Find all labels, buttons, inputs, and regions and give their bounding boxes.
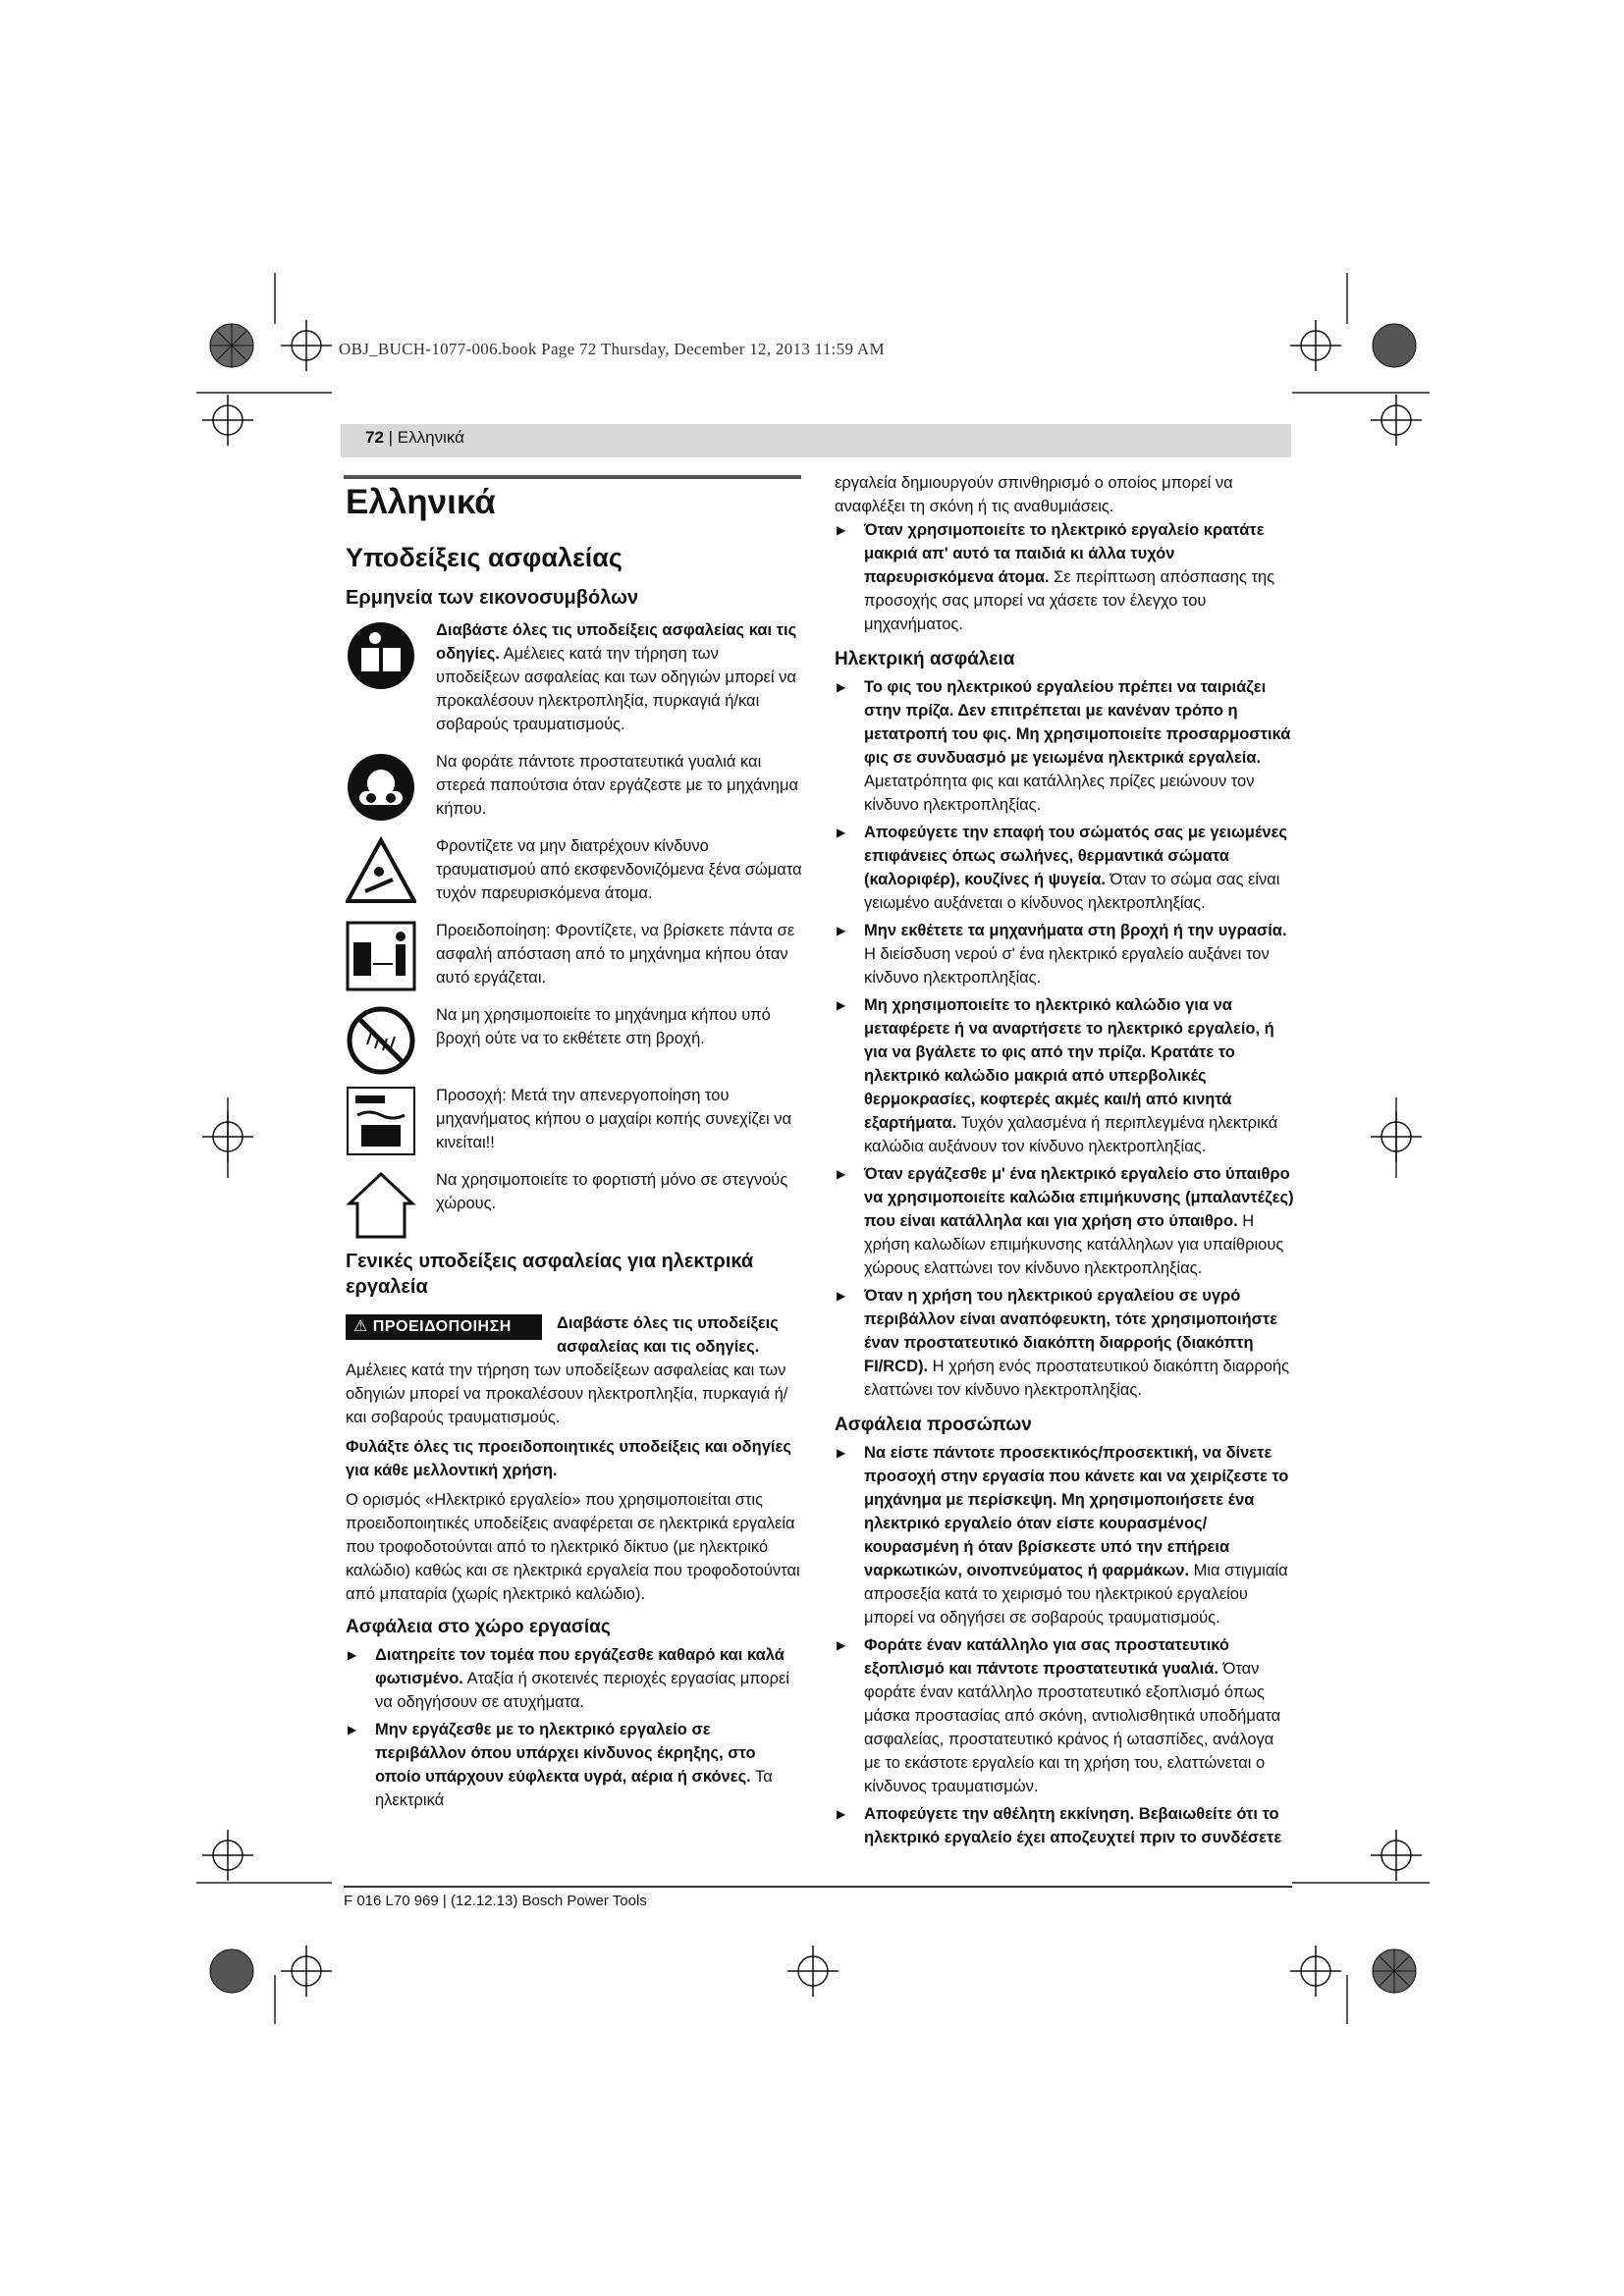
footer-text: F 016 L70 969 | (12.12.13) Bosch Power Tools: [344, 1893, 647, 1909]
symbol-description: [436, 750, 805, 821]
workplace-title: Ασφάλεια στο χώρο εργασίας: [346, 1617, 611, 1637]
keep-instructions: Φυλάξτε όλες τις προειδοποιητικές υποδείξεις και οδηγίες για κάθε μελλοντική χρήση.: [346, 1438, 791, 1479]
page-title: Ελληνικά: [346, 483, 496, 521]
list-item: [835, 1441, 1294, 1629]
item-text: Μια στιγμιαία απροσεξία κατά το χειρισμό του ηλεκτρικού εργαλείου μπορεί να οδηγήσει σε σοβαρούς τραυματισμούς.: [864, 1562, 1288, 1627]
list-item: [346, 1643, 805, 1714]
symbol-description: [436, 834, 805, 905]
footer-rule: [344, 1886, 1292, 1888]
definition-paragraph: Ο ορισμός «Ηλεκτρικό εργαλείο» που χρησιμοποιείται στις προειδοποιητικές υποδείξεις αναφέρεται σε ηλεκτρικά εργαλεία που τροφοδοτούνται από το ηλεκτρικό δίκτυο (με ηλεκτρικό καλώδιο) καθώς και σε ηλεκτρικά εργαλεία που τροφοδοτούνται από μπαταρία (χωρίς ηλεκτρικό καλώδιο).: [346, 1491, 800, 1603]
list-item: [835, 1284, 1294, 1402]
flying-debris-warning-icon: [346, 836, 416, 907]
symbol-text: Να χρησιμοποιείτε το φορτιστή μόνο σε στεγνούς χώρους.: [436, 1171, 788, 1212]
safety-title: Υποδείξεις ασφαλείας: [346, 543, 623, 572]
header-language: Ελληνικά: [397, 428, 464, 447]
item-text: Η χρήση ενός προστατευτικού διακόπτη διαρροής ελαττώνει τον κίνδυνο ηλεκτροπληξίας.: [864, 1358, 1290, 1399]
item-lead: Όταν η χρήση του ηλεκτρικού εργαλείου σε υγρό περιβάλλον είναι αναπόφευκτη, τότε χρησιμοποιήστε έναν προστατευτικό διακόπτη διαρροής (διακόπτη FI/RCD).: [864, 1287, 1278, 1375]
symbol-row: [346, 834, 805, 905]
warning-badge: [346, 1314, 542, 1340]
symbols-title: Ερμηνεία των εικονοσυμβόλων: [346, 587, 639, 609]
symbol-description: [436, 618, 805, 736]
symbol-description: [436, 919, 805, 989]
warning-block: [346, 1311, 805, 1359]
book-file-line: OBJ_BUCH-1077-006.book Page 72 Thursday, December 12, 2013 11:59 AM: [339, 340, 885, 358]
column-rule: [344, 475, 801, 479]
page-number: 72: [365, 428, 384, 447]
symbol-description: [436, 1084, 805, 1154]
general-title: Γενικές υποδείξεις ασφαλείας για ηλεκτρικά εργαλεία: [346, 1251, 754, 1298]
list-item: [346, 1718, 805, 1812]
item-lead: Μη χρησιμοποιείτε το ηλεκτρικό καλώδιο για να μεταφέρετε ή να αναρτήσετε το ηλεκτρικό εργαλείο, ή για να βγάλετε το φις από την πρίζα. Κρατάτε το ηλεκτρικό καλώδιο μακριά από υπερβολικές θερμοκρασίες, κοφτερές ακμές και/ή από κινητά εξαρτήματα.: [864, 996, 1274, 1132]
symbol-row: [346, 1084, 805, 1154]
symbol-list: [346, 618, 805, 1235]
symbol-row: [346, 618, 805, 736]
list-item: [835, 675, 1294, 817]
warning-lead: Διαβάστε όλες τις υποδείξεις ασφαλείας και τις οδηγίες.: [557, 1314, 779, 1356]
list-item: [835, 518, 1294, 636]
warning-triangle-icon: ⚠: [353, 1318, 368, 1335]
item-lead: Όταν εργάζεσθε μ' ένα ηλεκτρικό εργαλείο στο ύπαιθρο να χρησιμοποιείτε καλώδια επιμήκυνσης (μπαλαντέζες) που είναι κατάλληλα και για χρήση στο ύπαιθρο.: [864, 1165, 1294, 1230]
item-text: Όταν το σώμα σας είναι γειωμένο αυξάνεται ο κίνδυνος ηλεκτροπληξίας.: [864, 871, 1280, 912]
symbol-lead: Διαβάστε όλες τις υποδείξεις ασφαλείας και τις οδηγίες.: [436, 621, 797, 663]
blade-rotating-icon: [346, 1086, 416, 1156]
symbol-text: Προσοχή: Μετά την απενεργοποίηση του μηχανήματος κήπου ο μαχαίρι κοπής συνεχίζει να κινείται!!: [436, 1087, 792, 1151]
warning-badge-label: ΠΡΟΕΙΔΟΠΟΙΗΣΗ: [372, 1318, 512, 1335]
symbol-row: [346, 1003, 805, 1070]
no-rain-icon: [346, 1005, 416, 1076]
item-text: Σε περίπτωση απόσπασης της προσοχής σας μπορεί να χάσετε τον έλεγχο του μηχανήματος.: [864, 568, 1275, 633]
item-lead: Μην εκθέτετε τα μηχανήματα στη βροχή ή την υγρασία.: [864, 922, 1287, 939]
symbol-description: [436, 1168, 805, 1215]
item-text: Αμετατρόπητα φις και κατάλληλες πρίζες μειώνουν τον κίνδυνο ηλεκτροπληξίας.: [864, 773, 1255, 814]
symbol-description: [436, 1003, 805, 1050]
symbol-text: Να μη χρησιμοποιείτε το μηχάνημα κήπου υπό βροχή ούτε να το εκθέτετε στη βροχή.: [436, 1006, 771, 1047]
electrical-list: [835, 675, 1294, 1402]
item-text: Τυχόν χαλασμένα ή περιπλεγμένα ηλεκτρικά καλώδια αυξάνουν τον κίνδυνο ηλεκτροπληξίας.: [864, 1114, 1278, 1155]
personal-title: Ασφάλεια προσώπων: [835, 1415, 1032, 1435]
page-header-bar: [341, 424, 1291, 457]
item-lead: Διατηρείτε τον τομέα που εργάζεσθε καθαρό και καλά φωτισμένο.: [375, 1646, 785, 1687]
list-item: [835, 919, 1294, 989]
list-item: [835, 993, 1294, 1158]
symbol-row: [346, 919, 805, 989]
item-text: Όταν φοράτε έναν κατάλληλο προστατευτικό εξοπλισμό όπως μάσκα προστασίας από σκόνη, αντιολισθητικά υποδήματα ασφαλείας, προστατευτικό κράνος ή ωτασπίδες, ανάλογα με το εκάστοτε εργαλείο και τη χρήση του, ελαττώνεται ο κίνδυνος τραυματισμών.: [864, 1660, 1281, 1795]
symbol-text: Αμέλειες κατά την τήρηση των υποδείξεων ασφαλείας και των οδηγιών μπορεί να προκαλέσουν ηλεκτροπληξία, πυρκαγιά ή/και σοβαρούς τραυματισμούς.: [436, 645, 796, 733]
workplace-list: [346, 1643, 805, 1812]
personal-list: [835, 1441, 1294, 1849]
item-lead: Όταν χρησιμοποιείτε το ηλεκτρικό εργαλείο κρατάτε μακριά απ' αυτό τα παιδιά κι άλλα τυχόν παρευρισκόμενα άτομα.: [864, 521, 1265, 586]
read-manual-icon: [346, 620, 416, 691]
page-header: [365, 428, 464, 448]
safe-distance-icon: [346, 921, 416, 991]
item-lead: Να είστε πάντοτε προσεκτικός/προσεκτική, να δίνετε προσοχή στην εργασία που κάνετε και να χειρίζεστε το μηχάνημα με περίσκεψη. Μη χρησιμοποιήσετε ένα ηλεκτρικό εργαλείο όταν είστε κουρασμένος/κουρασμένη ή όταν βρίσκεστε υπό την επήρεια ναρκωτικών, οινοπνεύματος ή φαρμάκων.: [864, 1444, 1289, 1579]
header-separator: |: [383, 428, 398, 447]
item-text: Η χρήση καλωδίων επιμήκυνσης κατάλληλων για υπαίθριους χώρους ελαττώνει τον κίνδυνο ηλεκτροπληξίας.: [864, 1212, 1284, 1277]
item-lead: Αποφεύγετε την αθέλητη εκκίνηση. Βεβαιωθείτε ότι το ηλεκτρικό εργαλείο έχει αποζευχτεί πριν το συνδέσετε: [864, 1805, 1282, 1846]
item-lead: Μην εργάζεσθε με το ηλεκτρικό εργαλείο σε περιβάλλον όπου υπάρχει κίνδυνος έκρηξης, στο οποίο υπάρχουν εύφλεκτα υγρά, αέρια ή σκόνες.: [375, 1721, 756, 1786]
item-lead: Το φις του ηλεκτρικού εργαλείου πρέπει να ταιριάζει στην πρίζα. Δεν επιτρέπεται με κανέναν τρόπο η μετατροπή του φις. Μη χρησιμοποιείτε προσαρμοστικά φις σε συνδυασμό με γειωμένα ηλεκτρικά εργαλεία.: [864, 678, 1291, 767]
right-column: [835, 471, 1294, 1849]
indoor-use-icon: [346, 1170, 416, 1241]
item-text: Αταξία ή σκοτεινές περιοχές εργασίας μπορεί να οδηγήσουν σε ατυχήματα.: [375, 1670, 789, 1711]
item-text: Η διείσδυση νερού σ' ένα ηλεκτρικό εργαλείο αυξάνει τον κίνδυνο ηλεκτροπληξίας.: [864, 945, 1270, 987]
list-item: [835, 1162, 1294, 1280]
left-column: [346, 483, 805, 1812]
symbol-row: [346, 1168, 805, 1235]
electrical-title: Ηλεκτρική ασφάλεια: [835, 649, 1015, 669]
symbol-text: Φροντίζετε να μην διατρέχουν κίνδυνο τραυματισμού από εκσφενδονιζόμενα ξένα σώματα τυχόν παρευρισκόμενα άτομα.: [436, 837, 802, 902]
symbol-row: [346, 750, 805, 821]
symbol-text: Προειδοποίηση: Φροντίζετε, να βρίσκετε πάντα σε ασφαλή απόσταση από το μηχάνημα κήπου όταν αυτό εργάζεται.: [436, 922, 795, 987]
symbol-text: Να φοράτε πάντοτε προστατευτικά γυαλιά και στερεά παπούτσια όταν εργάζεστε με το μηχάνημα κήπου.: [436, 753, 799, 818]
warning-text: Αμέλειες κατά την τήρηση των υποδείξεων ασφαλείας και των οδηγιών μπορεί να προκαλέσουν ηλεκτροπληξία, πυρκαγιά ή/και σοβαρούς τραυματισμούς.: [346, 1362, 788, 1426]
item-lead: Φοράτε έναν κατάλληλο για σας προστατευτικό εξοπλισμό και πάντοτε προστατευτικά γυαλιά.: [864, 1636, 1230, 1678]
safety-glasses-icon: [346, 752, 416, 823]
list-item: [835, 821, 1294, 915]
item-lead: Αποφεύγετε την επαφή του σώματός σας με γειωμένες επιφάνειες όπως σωλήνες, θερμαντικά σώματα (καλοριφέρ), κουζίνες ή ψυγεία.: [864, 824, 1288, 888]
continuation-paragraph: εργαλεία δημιουργούν σπινθηρισμό ο οποίος μπορεί να αναφλέξει τη σκόνη ή τις αναθυμιάσεις.: [835, 474, 1233, 515]
item-text: Τα ηλεκτρικά: [375, 1768, 773, 1809]
list-item: [835, 1633, 1294, 1798]
list-item: [835, 1802, 1294, 1849]
